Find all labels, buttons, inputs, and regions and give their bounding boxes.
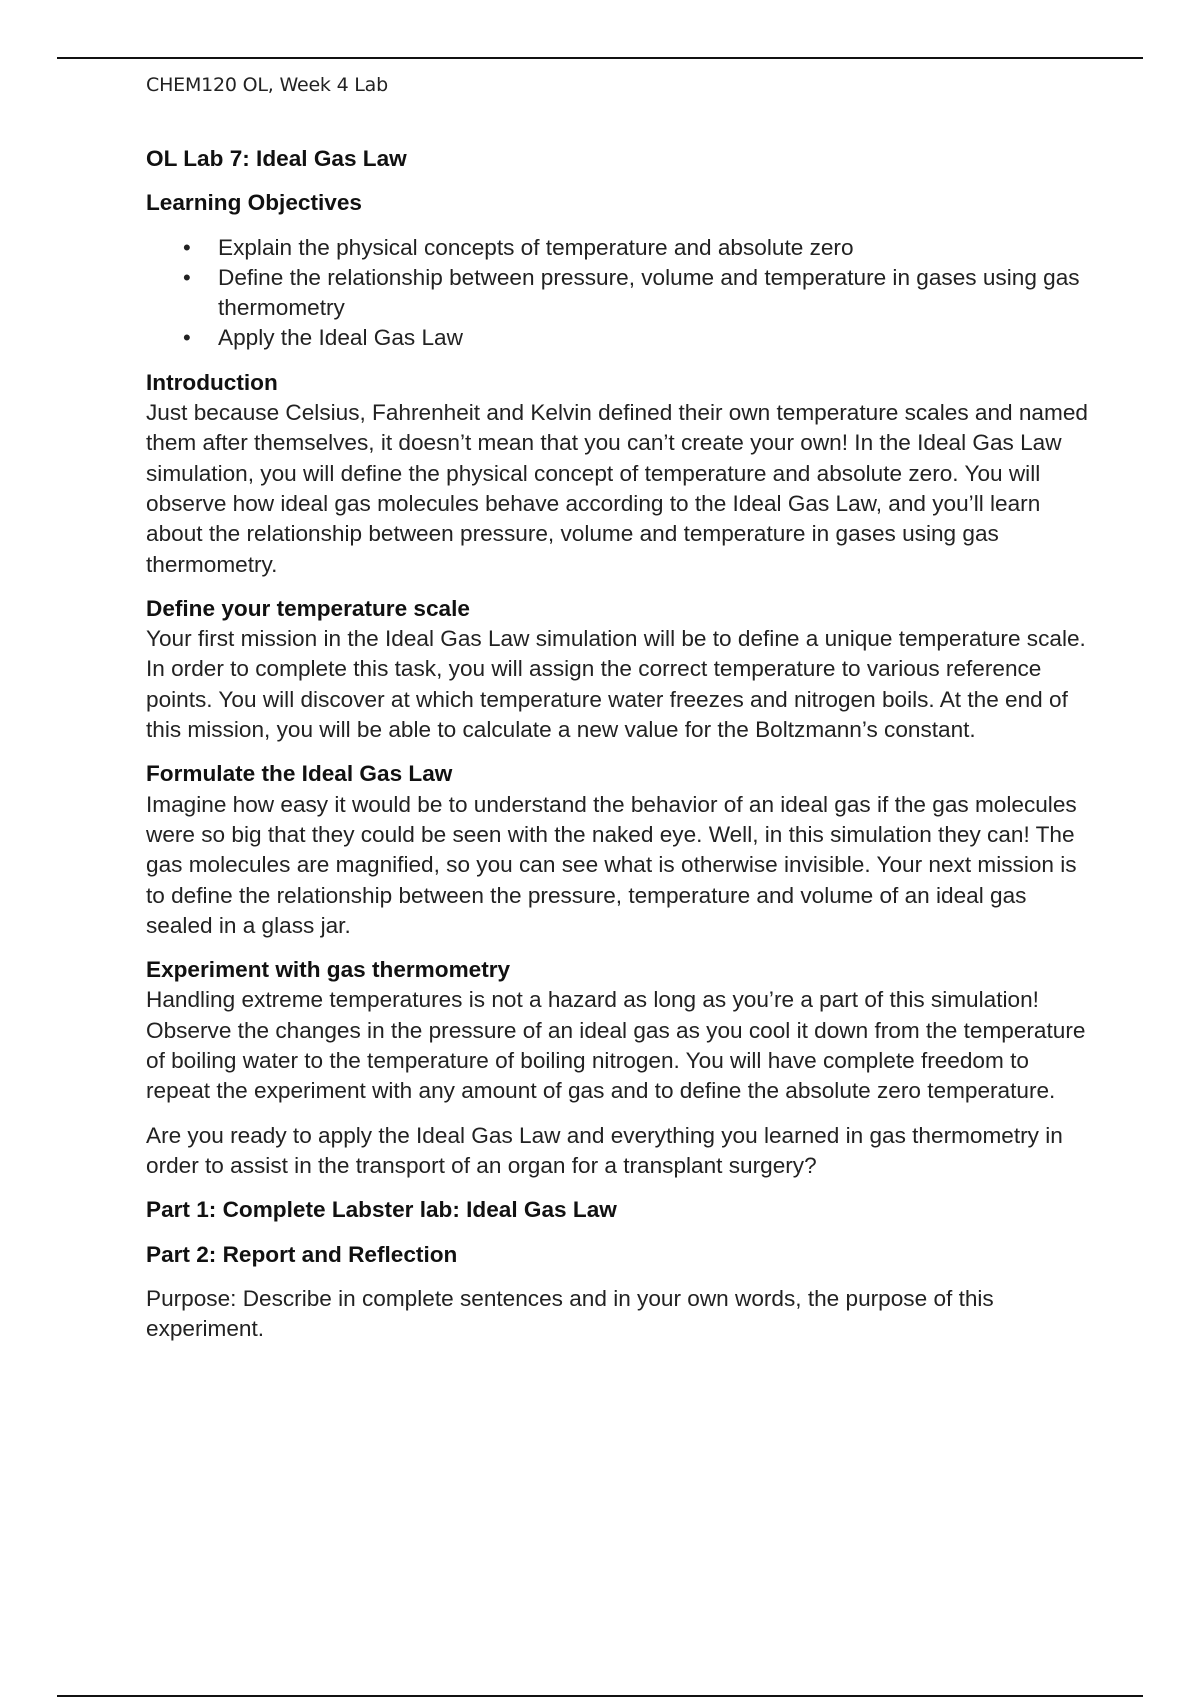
- document-body: [146, 144, 1096, 1344]
- footer-rule: [57, 1695, 1143, 1697]
- objective-item: • Explain the physical concepts of temperature and absolute zero: [146, 233, 1096, 263]
- bullet-icon: •: [183, 325, 191, 351]
- objectives-heading: Learning Objectives: [146, 190, 362, 216]
- bullet-icon: •: [183, 234, 191, 260]
- thermometry-text: Handling extreme temperatures is not a hazard as long as you’re a part of this simulation! Observe the changes in the pressure of an ideal gas as you cool it down from the temperature of boiling water to the temperature of boiling nitrogen. You will have complete freedom to repeat the experiment with any amount of gas and to define the absolute zero temperature.: [146, 987, 1086, 1104]
- objectives-list: [146, 233, 1096, 354]
- introduction-heading: Introduction: [146, 369, 278, 395]
- thermometry-heading: Experiment with gas thermometry: [146, 957, 511, 983]
- bullet-icon: •: [183, 264, 191, 290]
- formulate-heading: Formulate the Ideal Gas Law: [146, 761, 453, 787]
- page-header: CHEM120 OL, Week 4 Lab: [146, 74, 388, 96]
- document-title: OL Lab 7: Ideal Gas Law: [146, 146, 407, 171]
- part1-heading: Part 1: Complete Labster lab: Ideal Gas Law: [146, 1197, 617, 1223]
- objective-item: • Apply the Ideal Gas Law: [146, 323, 1096, 353]
- formulate-text: Imagine how easy it would be to understand the behavior of an ideal gas if the gas molecules were so big that they could be seen with the naked eye. Well, in this simulation they can! The gas molecules are magnified, so you can see what is otherwise invisible. Your next mission is to define the relationship between the pressure, temperature and volume of an ideal gas sealed in a glass jar.: [146, 791, 1077, 938]
- temperature-scale-heading: Define your temperature scale: [146, 595, 470, 621]
- closing-question: Are you ready to apply the Ideal Gas Law and everything you learned in gas thermometry in order to assist in the transport of an organ for a transplant surgery?: [146, 1122, 1063, 1178]
- introduction-text: Just because Celsius, Fahrenheit and Kelvin defined their own temperature scales and named them after themselves, it doesn’t mean that you can’t create your own! In the Ideal Gas Law simulation, you will define the physical concept of temperature and absolute zero. You will observe how ideal gas molecules behave according to the Ideal Gas Law, and you’ll learn about the relationship between pressure, volume and temperature in gases using gas thermometry.: [146, 400, 1088, 577]
- temperature-scale-text: Your first mission in the Ideal Gas Law simulation will be to define a unique temperature scale. In order to complete this task, you will assign the correct temperature to various reference points. You will discover at which temperature water freezes and nitrogen boils. At the end of this mission, you will be able to calculate a new value for the Boltzmann’s constant.: [146, 626, 1086, 743]
- objective-item: • Define the relationship between pressure, volume and temperature in gases using gas thermometry: [183, 264, 1080, 321]
- header-rule: [57, 57, 1143, 59]
- part2-heading: Part 2: Report and Reflection: [146, 1241, 458, 1267]
- purpose-text: Purpose: Describe in complete sentences and in your own words, the purpose of this experiment.: [146, 1285, 994, 1342]
